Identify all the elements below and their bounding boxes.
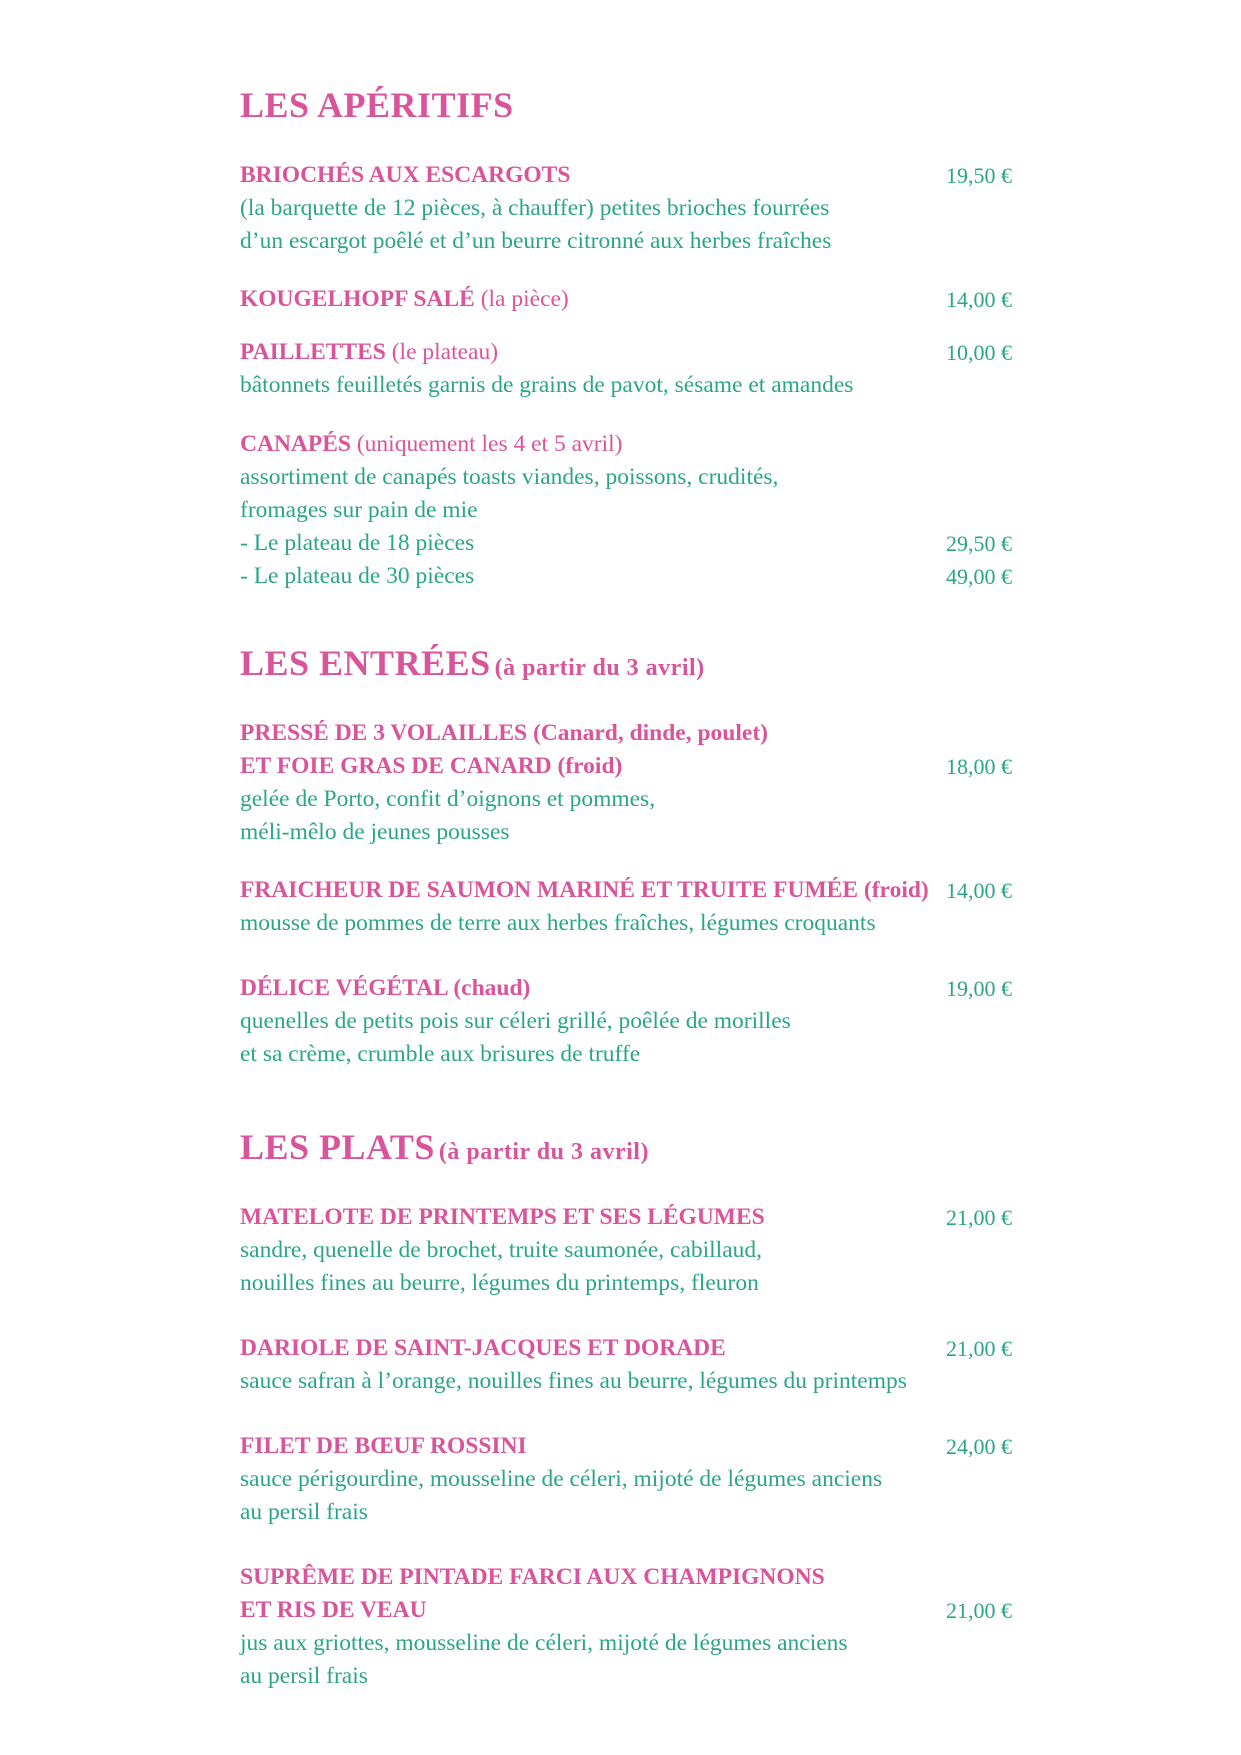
item-description: sandre, quenelle de brochet, truite saumonée, cabillaud, bbox=[240, 1237, 763, 1263]
menu-item-matelote bbox=[240, 1201, 1012, 1300]
section-subtitle: (à partir du 3 avril) bbox=[494, 655, 705, 681]
item-price: 21,00 € bbox=[946, 1598, 1012, 1623]
item-note: (uniquement les 4 et 5 avril) bbox=[350, 431, 623, 457]
item-name: PAILLETTES bbox=[240, 339, 386, 365]
item-name: ET FOIE GRAS DE CANARD (froid) bbox=[240, 753, 623, 779]
item-description: au persil frais bbox=[240, 1499, 368, 1525]
item-price: 19,50 € bbox=[946, 163, 1012, 188]
menu-item-presse bbox=[240, 717, 1012, 849]
item-description: méli-mêlo de jeunes pousses bbox=[240, 819, 510, 845]
section-title-entrees bbox=[240, 642, 705, 684]
item-description: gelée de Porto, confit d’oignons et pommes, bbox=[240, 786, 656, 812]
item-description: au persil frais bbox=[240, 1663, 368, 1689]
item-name: FILET DE BŒUF ROSSINI bbox=[240, 1433, 527, 1459]
item-name: BRIOCHÉS AUX ESCARGOTS bbox=[240, 162, 571, 188]
section-title-aperitifs bbox=[240, 84, 514, 126]
item-price: 14,00 € bbox=[946, 878, 1012, 903]
item-price: 21,00 € bbox=[946, 1205, 1012, 1230]
item-description: fromages sur pain de mie bbox=[240, 497, 478, 523]
item-note: (le plateau) bbox=[385, 339, 499, 365]
section-title-text: LES PLATS bbox=[240, 1127, 435, 1167]
item-option: - Le plateau de 18 pièces bbox=[240, 530, 475, 556]
item-price: 18,00 € bbox=[946, 754, 1012, 779]
item-description: d’un escargot poêlé et d’un beurre citronné aux herbes fraîches bbox=[240, 228, 832, 254]
item-description: mousse de pommes de terre aux herbes fraîches, légumes croquants bbox=[240, 910, 876, 936]
item-name: PRESSÉ DE 3 VOLAILLES (Canard, dinde, poulet) bbox=[240, 720, 768, 746]
item-description: assortiment de canapés toasts viandes, poissons, crudités, bbox=[240, 464, 779, 490]
item-name: ET RIS DE VEAU bbox=[240, 1597, 427, 1623]
item-description: et sa crème, crumble aux brisures de truffe bbox=[240, 1041, 641, 1067]
item-price: 29,50 € bbox=[946, 531, 1012, 556]
item-name: MATELOTE DE PRINTEMPS ET SES LÉGUMES bbox=[240, 1204, 765, 1230]
item-description: jus aux griottes, mousseline de céleri, mijoté de légumes anciens bbox=[240, 1630, 848, 1656]
menu-item-brioches bbox=[240, 159, 1012, 258]
item-note: (la pièce) bbox=[474, 286, 569, 312]
section-title-text: LES APÉRITIFS bbox=[240, 85, 514, 125]
menu-item-canapes bbox=[240, 428, 1012, 593]
menu-item-paillettes bbox=[240, 336, 1012, 402]
item-price: 49,00 € bbox=[946, 564, 1012, 589]
item-name: KOUGELHOPF SALÉ bbox=[240, 286, 475, 312]
item-price: 19,00 € bbox=[946, 976, 1012, 1001]
item-note: (chaud) bbox=[447, 975, 531, 1001]
item-option: - Le plateau de 30 pièces bbox=[240, 563, 475, 589]
item-description: nouilles fines au beurre, légumes du printemps, fleuron bbox=[240, 1270, 759, 1296]
item-name: DÉLICE VÉGÉTAL bbox=[240, 975, 448, 1001]
section-subtitle: (à partir du 3 avril) bbox=[438, 1139, 649, 1165]
section-title-text: LES ENTRÉES bbox=[240, 643, 491, 683]
item-description: sauce périgourdine, mousseline de céleri, mijoté de légumes anciens bbox=[240, 1466, 883, 1492]
item-name: SUPRÊME DE PINTADE FARCI AUX CHAMPIGNONS bbox=[240, 1564, 825, 1590]
item-description: sauce safran à l’orange, nouilles fines au beurre, légumes du printemps bbox=[240, 1368, 907, 1394]
item-description: (la barquette de 12 pièces, à chauffer) petites brioches fourrées bbox=[240, 195, 830, 221]
item-price: 24,00 € bbox=[946, 1434, 1012, 1459]
item-price: 14,00 € bbox=[946, 287, 1012, 312]
item-description: bâtonnets feuilletés garnis de grains de pavot, sésame et amandes bbox=[240, 372, 854, 398]
item-name: FRAICHEUR DE SAUMON MARINÉ ET TRUITE FUMÉE bbox=[240, 877, 859, 903]
item-description: quenelles de petits pois sur céleri grillé, poêlée de morilles bbox=[240, 1008, 791, 1034]
item-price: 10,00 € bbox=[946, 340, 1012, 365]
menu-item-filet bbox=[240, 1430, 1012, 1529]
item-name: DARIOLE DE SAINT-JACQUES ET DORADE bbox=[240, 1335, 726, 1361]
menu-item-supreme bbox=[240, 1561, 1012, 1693]
menu-item-fraicheur bbox=[240, 874, 1012, 940]
item-note: (froid) bbox=[858, 877, 929, 903]
menu-item-kougelhopf bbox=[240, 283, 1012, 316]
item-price: 21,00 € bbox=[946, 1336, 1012, 1361]
menu-item-dariole bbox=[240, 1332, 1012, 1398]
section-title-plats bbox=[240, 1126, 649, 1168]
menu-item-delice bbox=[240, 972, 1012, 1071]
item-name: CANAPÉS bbox=[240, 431, 351, 457]
